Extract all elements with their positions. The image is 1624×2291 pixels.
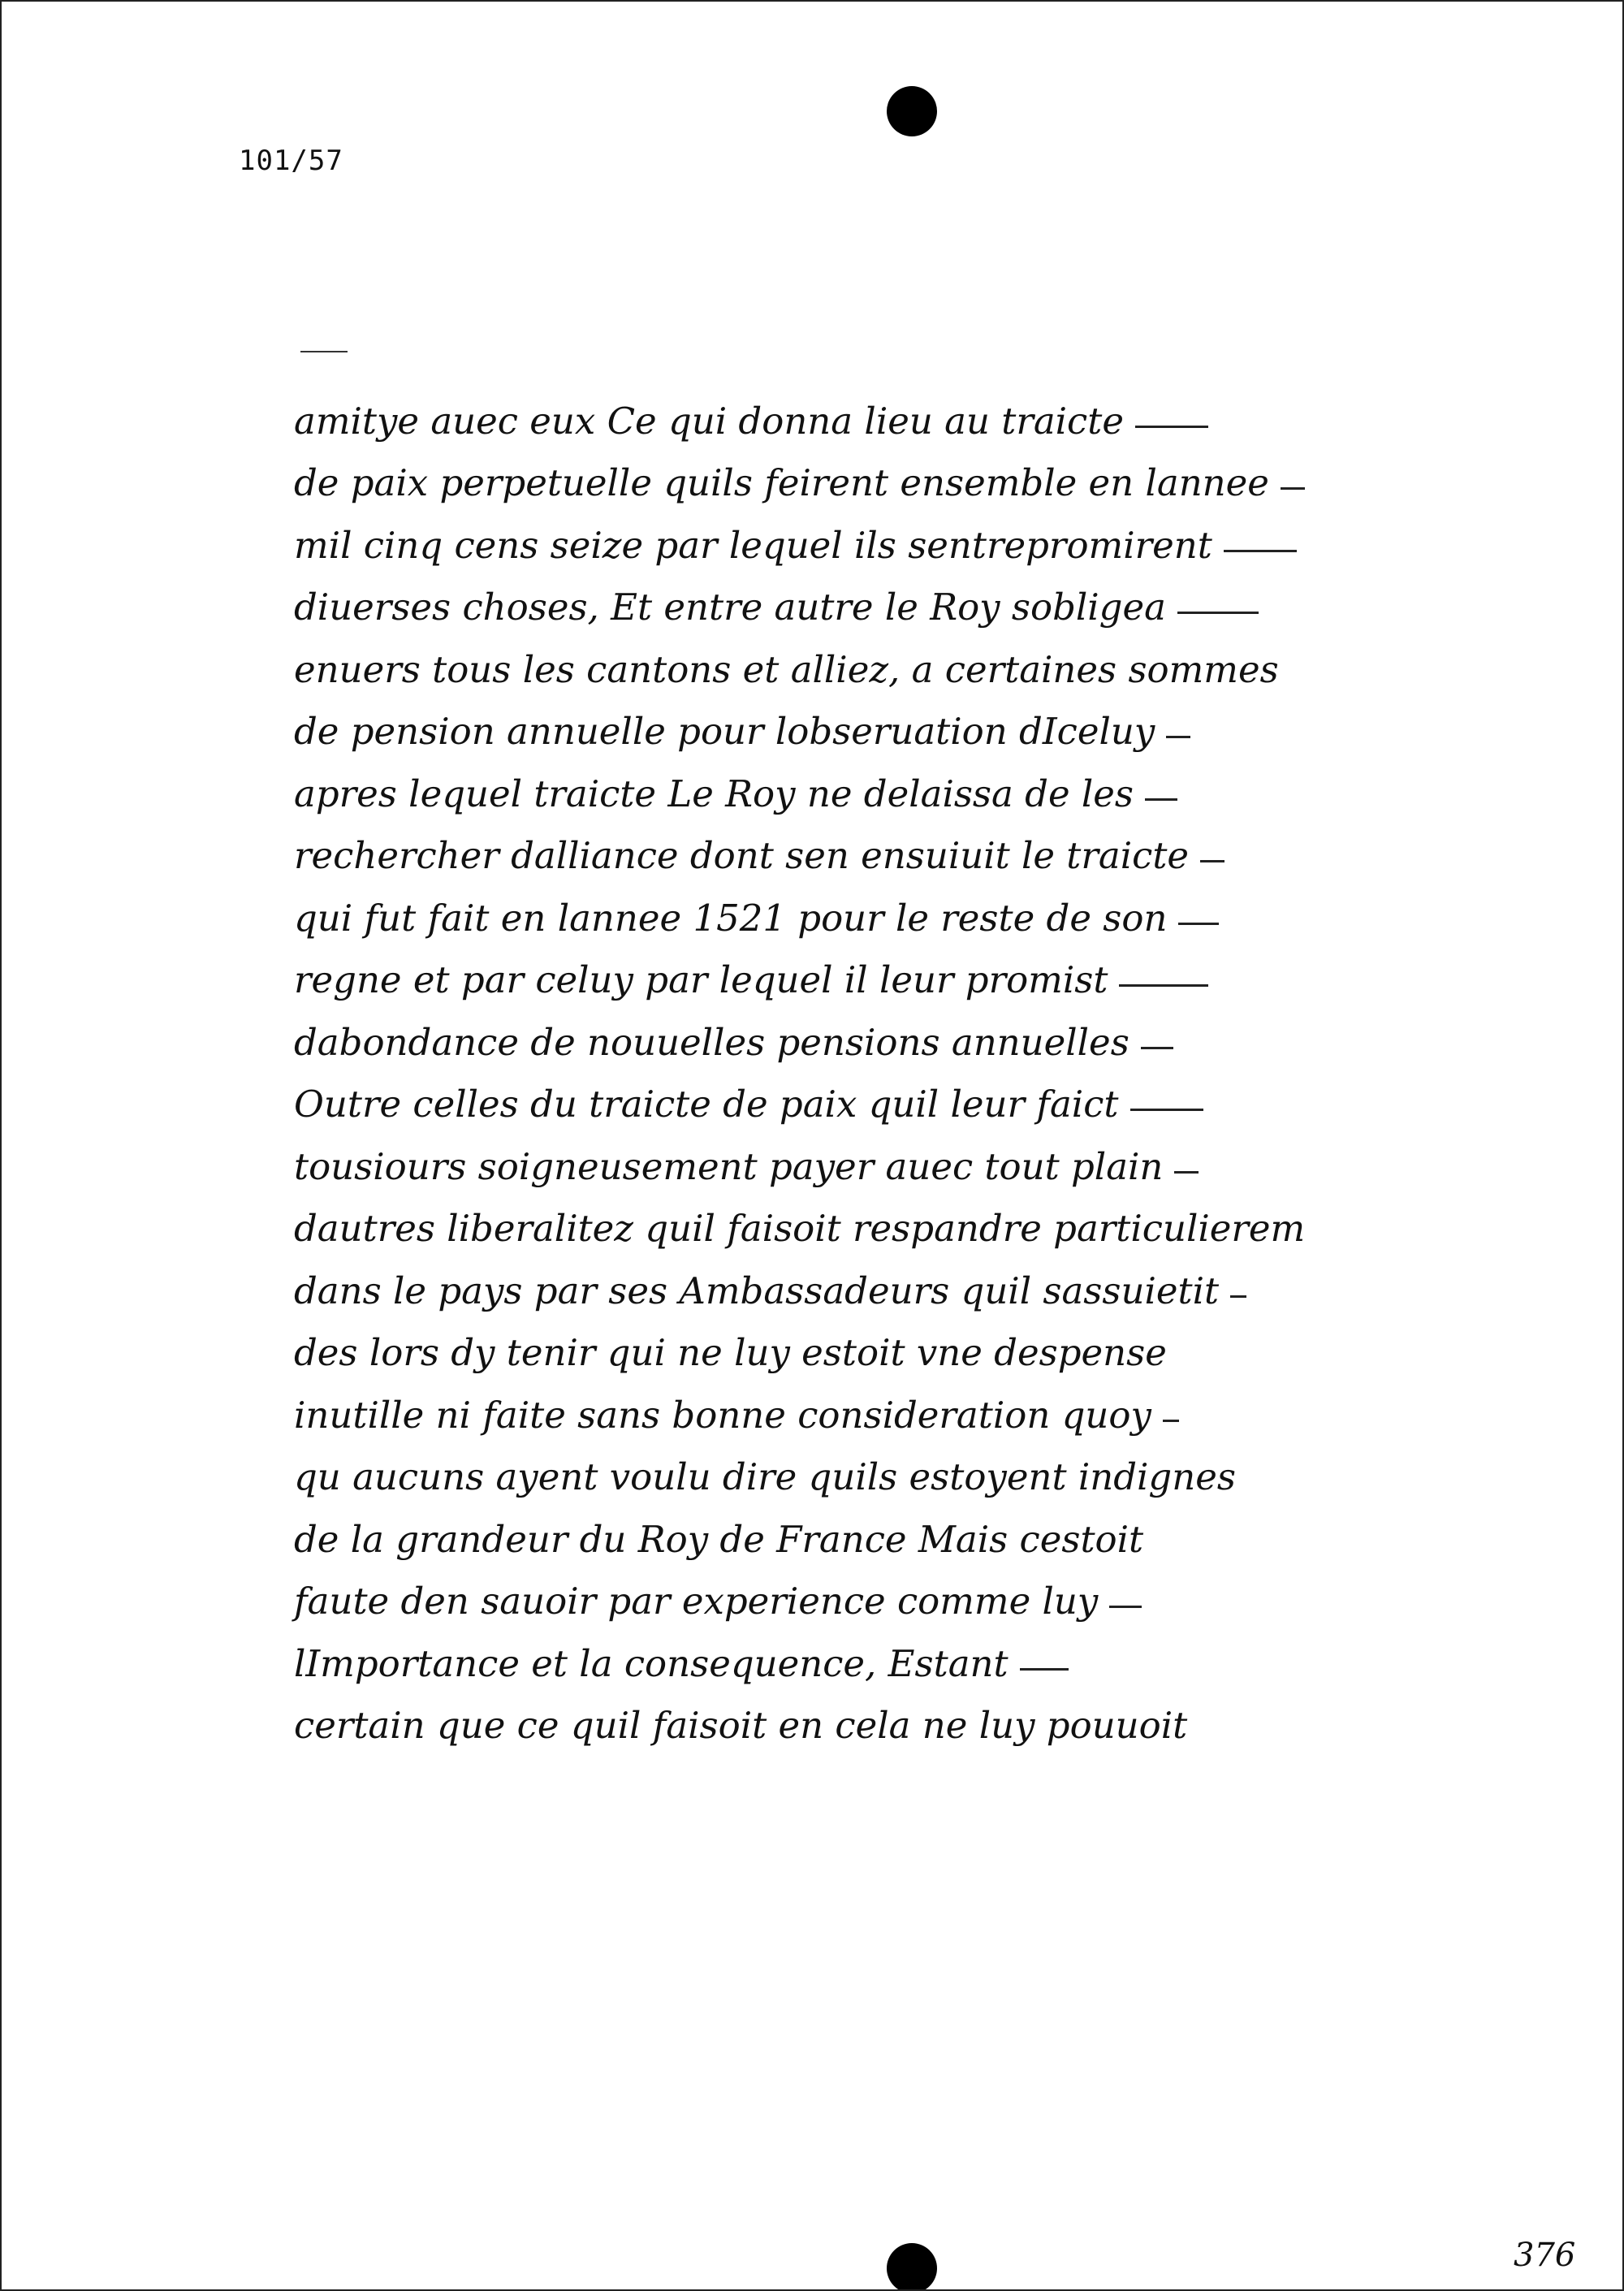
manuscript-line bbox=[294, 570, 1447, 633]
manuscript-line-text: qui fut fait en lannee 1521 pour le reste de son bbox=[294, 896, 1168, 940]
manuscript-line bbox=[294, 943, 1447, 1005]
manuscript-line bbox=[294, 1129, 1447, 1191]
line-filler-stroke bbox=[1135, 426, 1208, 428]
manuscript-line bbox=[294, 1316, 1447, 1378]
manuscript-line bbox=[294, 1005, 1447, 1067]
punch-hole-top bbox=[887, 86, 937, 136]
manuscript-line-text: dabondance de nouuelles pensions annuelles bbox=[294, 1020, 1129, 1064]
manuscript-line-text: tousiours soigneusement payer auec tout plain bbox=[294, 1144, 1164, 1188]
manuscript-line bbox=[294, 1067, 1447, 1130]
line-filler-stroke bbox=[1200, 860, 1224, 862]
manuscript-line bbox=[294, 1253, 1447, 1316]
line-filler-stroke bbox=[1163, 1420, 1179, 1422]
line-filler-stroke bbox=[1224, 550, 1297, 552]
punch-hole-bottom bbox=[887, 2243, 937, 2291]
folio-number: 376 bbox=[1514, 2237, 1576, 2274]
manuscript-line bbox=[294, 694, 1447, 757]
manuscript-line-text: des lors dy tenir qui ne luy estoit vne despense bbox=[294, 1331, 1167, 1374]
line-filler-stroke bbox=[1281, 487, 1305, 490]
manuscript-line-text: faute den sauoir par experience comme luy bbox=[294, 1580, 1099, 1623]
line-filler-stroke bbox=[1109, 1606, 1142, 1608]
manuscript-line-text: dautres liberalitez quil faisoit respandre particulierem bbox=[294, 1207, 1306, 1250]
line-filler-stroke bbox=[1178, 923, 1219, 925]
manuscript-line-text: regne et par celuy par lequel il leur promist bbox=[294, 958, 1108, 1001]
manuscript-line-text: dans le pays par ses Ambassadeurs quil sassuietit bbox=[294, 1269, 1220, 1312]
manuscript-line-text: lImportance et la consequence, Estant bbox=[294, 1641, 1009, 1685]
manuscript-line-text: enuers tous les cantons et alliez, a certaines sommes bbox=[294, 647, 1279, 691]
manuscript-line bbox=[294, 1502, 1447, 1564]
manuscript-line bbox=[294, 819, 1447, 881]
manuscript-line-text: amitye auec eux Ce qui donna lieu au traicte bbox=[294, 399, 1124, 443]
manuscript-line bbox=[294, 1191, 1447, 1254]
line-filler-stroke bbox=[1177, 612, 1259, 614]
opening-dash bbox=[300, 351, 348, 352]
line-filler-stroke bbox=[1141, 1047, 1173, 1049]
manuscript-line-text: rechercher dalliance dont sen ensuiuit le traicte bbox=[294, 834, 1190, 877]
line-filler-stroke bbox=[1119, 984, 1208, 987]
line-filler-stroke bbox=[1130, 1109, 1203, 1111]
manuscript-line-text: inutille ni faite sans bonne consideration quoy bbox=[294, 1393, 1151, 1437]
line-filler-stroke bbox=[1166, 736, 1190, 738]
manuscript-line bbox=[294, 446, 1447, 508]
reference-number: 101/57 bbox=[239, 145, 343, 177]
manuscript-line-text: diuerses choses, Et entre autre le Roy sobligea bbox=[294, 586, 1166, 629]
manuscript-line-text: de pension annuelle pour lobseruation dIceluy bbox=[294, 710, 1155, 753]
manuscript-line-text: qu aucuns ayent voulu dire quils estoyent indignes bbox=[294, 1455, 1236, 1498]
manuscript-line-text: mil cinq cens seize par lequel ils sentrepromirent bbox=[294, 523, 1212, 567]
line-filler-stroke bbox=[1230, 1295, 1246, 1298]
manuscript-line bbox=[294, 1626, 1447, 1688]
manuscript-line-text: de paix perpetuelle quils feirent ensemble en lannee bbox=[294, 461, 1269, 504]
manuscript-line bbox=[294, 1377, 1447, 1440]
manuscript-line bbox=[294, 1688, 1447, 1751]
manuscript-line bbox=[294, 383, 1447, 446]
manuscript-line-text: de la grandeur du Roy de France Mais cestoit bbox=[294, 1517, 1144, 1561]
manuscript-line bbox=[294, 880, 1447, 943]
manuscript-line-text: apres lequel traicte Le Roy ne delaissa de les bbox=[294, 772, 1134, 815]
manuscript-line bbox=[294, 1564, 1447, 1627]
manuscript-line-text: certain que ce quil faisoit en cela ne luy pouuoit bbox=[294, 1704, 1188, 1747]
manuscript-line bbox=[294, 1440, 1447, 1502]
manuscript-line bbox=[294, 756, 1447, 819]
line-filler-stroke bbox=[1145, 798, 1177, 801]
line-filler-stroke bbox=[1174, 1171, 1199, 1174]
manuscript-line bbox=[294, 632, 1447, 694]
handwritten-text-block bbox=[294, 383, 1447, 1750]
manuscript-line bbox=[294, 508, 1447, 570]
manuscript-line-text: Outre celles du traicte de paix quil leur faict bbox=[294, 1083, 1119, 1126]
line-filler-stroke bbox=[1020, 1668, 1069, 1671]
